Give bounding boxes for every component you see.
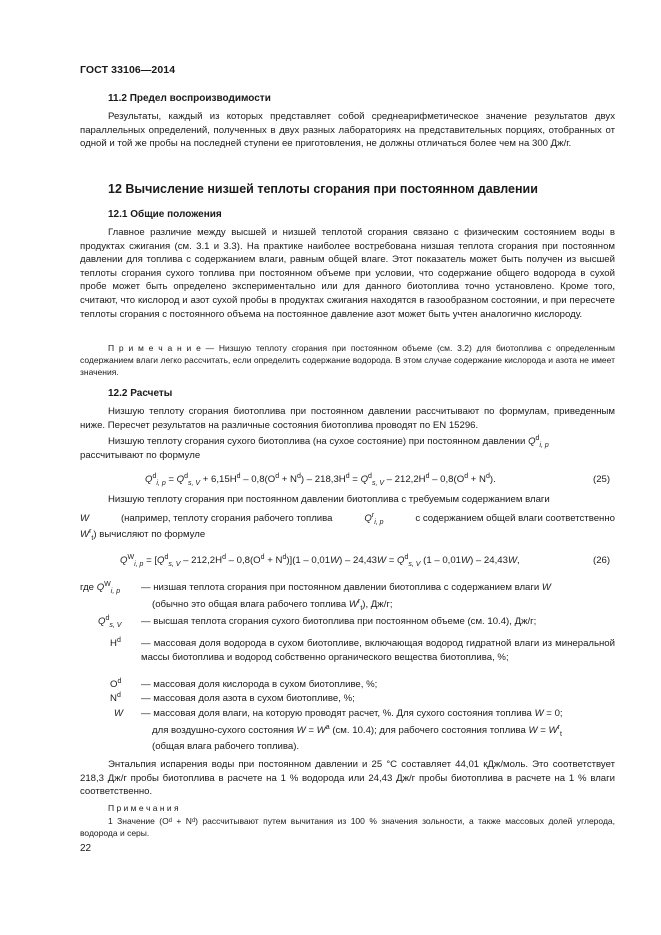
def-w-line2: для воздушно-сухого состояния $W = W^a$ (см. 10.4); для рабочего состояния топлива $W = W^r_t$: [152, 723, 562, 738]
where-label: где $Q^W_{i, p}$: [80, 580, 121, 595]
text3-line3: $W^r_t$) вычисляют по формуле: [80, 527, 206, 542]
def-qw: — низшая теплота сгорания при постоянном давлении биотоплива с содержанием влаги W: [141, 582, 551, 593]
def-h: — массовая доля водорода в сухом биотопливе, включающая водород гидратной влаги из минеральной массы биотоплива и водород собственно органического вещества биотоплива, %;: [141, 638, 615, 663]
text3a: Низшую теплоту сгорания при постоянном давлении биотоплива с требуемым содержанием влаги: [108, 494, 550, 505]
def-qw-line2: (обычно это общая влага рабочего топлива $W^r_t$), Дж/г;: [152, 597, 393, 612]
equation-25-number: (25): [593, 474, 611, 485]
def-qs: — высшая теплота сгорания сухого биотоплива при постоянном объеме (см. 10.4), Дж/г;: [141, 616, 537, 627]
note-label: П р и м е ч а н и е: [108, 343, 201, 353]
note-1: 1 Значение (Oᵈ + Nᵈ) рассчитывают путем вычитания из 100 % значения зольности, а также массовых долей углерода, водорода и серы.: [80, 816, 615, 838]
section-11-2-text: Результаты, каждый из которых представляет собой среднеарифметическое значение результатов двух параллельных определений, полученных в двух разных лабораториях на представительных порциях, отобранных от одной и той же пробы на последней ступени ее приготовления, не должны отличаться более чем на 300 Дж/г.: [80, 111, 615, 150]
notes-label: П р и м е ч а н и я: [108, 803, 179, 813]
equation-25: $Q^d_{i, p} = Q^d_{s, V} + 6,15H^d - 0,8(O^d + N^d) - 218,3H^d = Q^d_{s, V} - 212,2H^d - 0,8(O^d + N^d)$.: [145, 472, 496, 487]
section-11-2-title: 11.2 Предел воспроизводимости: [108, 93, 271, 104]
section-12-2-text2-line1: Низшую теплоту сгорания сухого биотоплива (на сухое состояние) при постоянном давлении $Q^d_{i, p}$: [108, 434, 549, 449]
text3-line2: W (например, теплоту сгорания рабочего топлива $Q^r_{i, p}$ с содержанием общей влаги соответственно: [80, 511, 615, 526]
def-n: — массовая доля азота в сухом биотопливе, %;: [141, 693, 355, 704]
def-o-symbol: $O^d$: [110, 677, 122, 690]
equation-26-number: (26): [593, 555, 611, 566]
def-h-symbol: $H^d$: [110, 636, 121, 649]
def-w-line3: (общая влага рабочего топлива).: [152, 741, 300, 752]
text3b: (например, теплоту сгорания рабочего топлива: [120, 513, 333, 524]
def-o: — массовая доля кислорода в сухом биотопливе, %;: [141, 679, 378, 690]
text3d: ) вычисляют по формуле: [93, 529, 206, 540]
text3c: с содержанием общей влаги соответственно: [415, 513, 615, 524]
def-n-symbol: $N^d$: [110, 691, 121, 704]
equation-26: $Q^W_{i, p} = [Q^d_{s, V} - 212,2H^d - 0,8(O^d + N^d)](1 - 0,01W) - 24,43W = Q^d_{s, V}$ (1 – 0,01W) – 24,43W,: [120, 553, 520, 568]
page-number: 22: [80, 843, 92, 854]
section-12-title: 12 Вычисление низшей теплоты сгорания при постоянном давлении: [108, 182, 538, 196]
def-qs-symbol: $Q^d_{s, V}$: [98, 614, 122, 629]
def-w-symbol: W: [114, 708, 124, 719]
def-w: — массовая доля влаги, на которую проводят расчет, %. Для сухого состояния топлива W = 0;: [141, 708, 563, 719]
section-12-2-text1: Низшую теплоту сгорания биотоплива при постоянном давлении рассчитывают по формулам, приведенным ниже. Пересчет результатов на различные состояния биотоплива проводят по EN 15296.: [80, 406, 615, 431]
section-12-1-note: [80, 342, 615, 378]
text2a: Низшую теплоту сгорания сухого биотоплива (на сухое состояние) при постоянном давлении: [108, 436, 526, 447]
section-12-1-title: 12.1 Общие положения: [108, 209, 222, 220]
section-12-1-text: Главное различие между высшей и низшей теплотой сгорания связано с физическим состоянием воды в продуктах сжигания (см. 3.1 и 3.3). На практике наиболее востребована низшая теплота сгорания при постоянном давлении для топлива с содержанием влаги, равным общей влаге. Этот показатель может быть получен из высшей теплоты сгорания сухого топлива при постоянном объеме при условии, что содержание общего водорода в сухой пробе может быть определено экспериментально или для данного биотоплива точно установлено. Кроме того, считают, что кислород и азот сухой пробы в продуктах сжигания находятся в газообразном состоянии, и при пересчете теплоты сгорания с постоянного объема на постоянное давление азот может быть учтен аналогично кислороду.: [80, 227, 615, 320]
section-12-2-text4: Энтальпия испарения воды при постоянном давлении и 25 °C составляет 44,01 кДж/моль. Это соответствует 218,3 Дж/г пробы биотоплива в расчете на 1 % водорода или 24,43 Дж/г пробы биотоплива в расчете на 1 % влаги соответственно.: [80, 759, 615, 798]
text2b: рассчитывают по формуле: [80, 450, 201, 461]
standard-header: ГОСТ 33106—2014: [80, 64, 176, 76]
section-12-2-title: 12.2 Расчеты: [108, 388, 173, 399]
note-text: — Низшую теплоту сгорания при постоянном объеме (см. 3.2) для биотоплива с определенным содержанием влаги легко рассчитать, если определить содержание водорода. В этом случае содержание кислорода и азота не имеет значения.: [80, 343, 615, 377]
